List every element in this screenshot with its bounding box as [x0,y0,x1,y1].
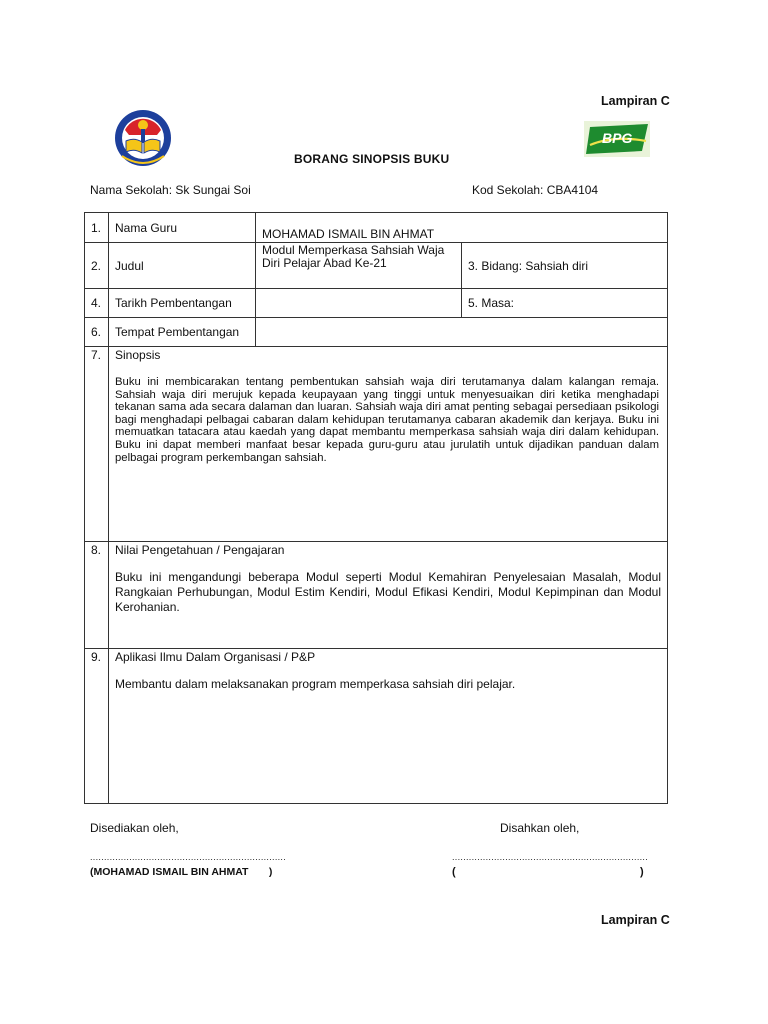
lampiran-label-top: Lampiran C [601,94,670,108]
school-name: Nama Sekolah: Sk Sungai Soi [90,183,251,197]
teacher-name-value: MOHAMAD ISMAIL BIN AHMAT [256,213,668,243]
bpg-logo [584,121,650,157]
synopsis-form-table [84,212,668,804]
approved-by-label: Disahkan oleh, [500,821,580,835]
section-heading: Sinopsis [115,348,161,362]
section-heading: Nilai Pengetahuan / Pengajaran [115,543,285,557]
row-aplikasi [85,649,668,804]
nilai-cell [109,542,668,649]
row-number: 6. [85,318,109,347]
row-label: Nama Guru [109,213,256,243]
ministry-logo [112,108,174,168]
approved-name-open: ( [452,866,456,878]
aplikasi-cell [109,649,668,804]
masa-value: 5. Masa: [462,289,668,318]
prepared-by-label: Disediakan oleh, [90,821,179,835]
row-nama-guru [85,213,668,243]
book-title-value: Modul Memperkasa Sahsiah Waja Diri Pelajar Abad Ke-21 [256,243,462,289]
row-number: 4. [85,289,109,318]
sinopsis-text: Buku ini membicarakan tentang pembentukan sahsiah waja diri terutamanya dalam kalangan remaja. Sahsiah waja diri merujuk kepada keupayaan yang tinggi untuk menyesuaikan diri ketika menghadapi tekanan sama ada secara dalaman dan luaran. Sahsiah waja diri amat penting sebagai persediaan psikologi bagi menghadapi pelbagai cabaran dalam kehidupan terutamanya cabaran akademik dan kerjaya. Buku ini memuatkan tatacara atau kaedah yang dapat membantu memperkasa sahsiah waja diri dalam kehidupan. Buku ini dapat memberi manfaat besar kepada guru-guru atau jurulatih untuk dijadikan panduan dalam pelbagai program perkembangan sahsiah. [115,376,659,464]
approved-name-close: ) [640,866,644,878]
row-label: Judul [109,243,256,289]
school-code: Kod Sekolah: CBA4104 [472,183,599,197]
aplikasi-text: Membantu dalam melaksanakan program memperkasa sahsiah diri pelajar. [115,677,516,691]
row-number: 9. [85,649,109,804]
row-tempat [85,318,668,347]
row-nilai [85,542,668,649]
approved-signature-line: ...................................................................... [452,852,649,862]
bidang-value: 3. Bidang: Sahsiah diri [462,243,668,289]
row-judul [85,243,668,289]
row-label: Tarikh Pembentangan [109,289,256,318]
venue-value [256,318,668,347]
date-value [256,289,462,318]
row-number: 7. [85,347,109,542]
row-number: 8. [85,542,109,649]
svg-text:BPG: BPG [602,130,633,146]
row-number: 1. [85,213,109,243]
row-label: Tempat Pembentangan [109,318,256,347]
sinopsis-cell [109,347,668,542]
row-number: 2. [85,243,109,289]
row-sinopsis [85,347,668,542]
nilai-text: Buku ini mengandungi beberapa Modul seperti Modul Kemahiran Penyelesaian Masalah, Modul Rangkaian Perhubungan, Modul Estim Kendiri, Modul Efikasi Kendiri, Modul Kepimpinan dan Modul Kerohanian. [115,570,661,614]
section-heading: Aplikasi Ilmu Dalam Organisasi / P&P [115,650,316,664]
form-title: BORANG SINOPSIS BUKU [294,152,450,166]
row-tarikh [85,289,668,318]
prepared-by-name: (MOHAMAD ISMAIL BIN AHMAT ) [90,866,273,878]
prepared-signature-line: ...................................................................... [90,852,287,862]
lampiran-label-bottom: Lampiran C [601,913,670,927]
